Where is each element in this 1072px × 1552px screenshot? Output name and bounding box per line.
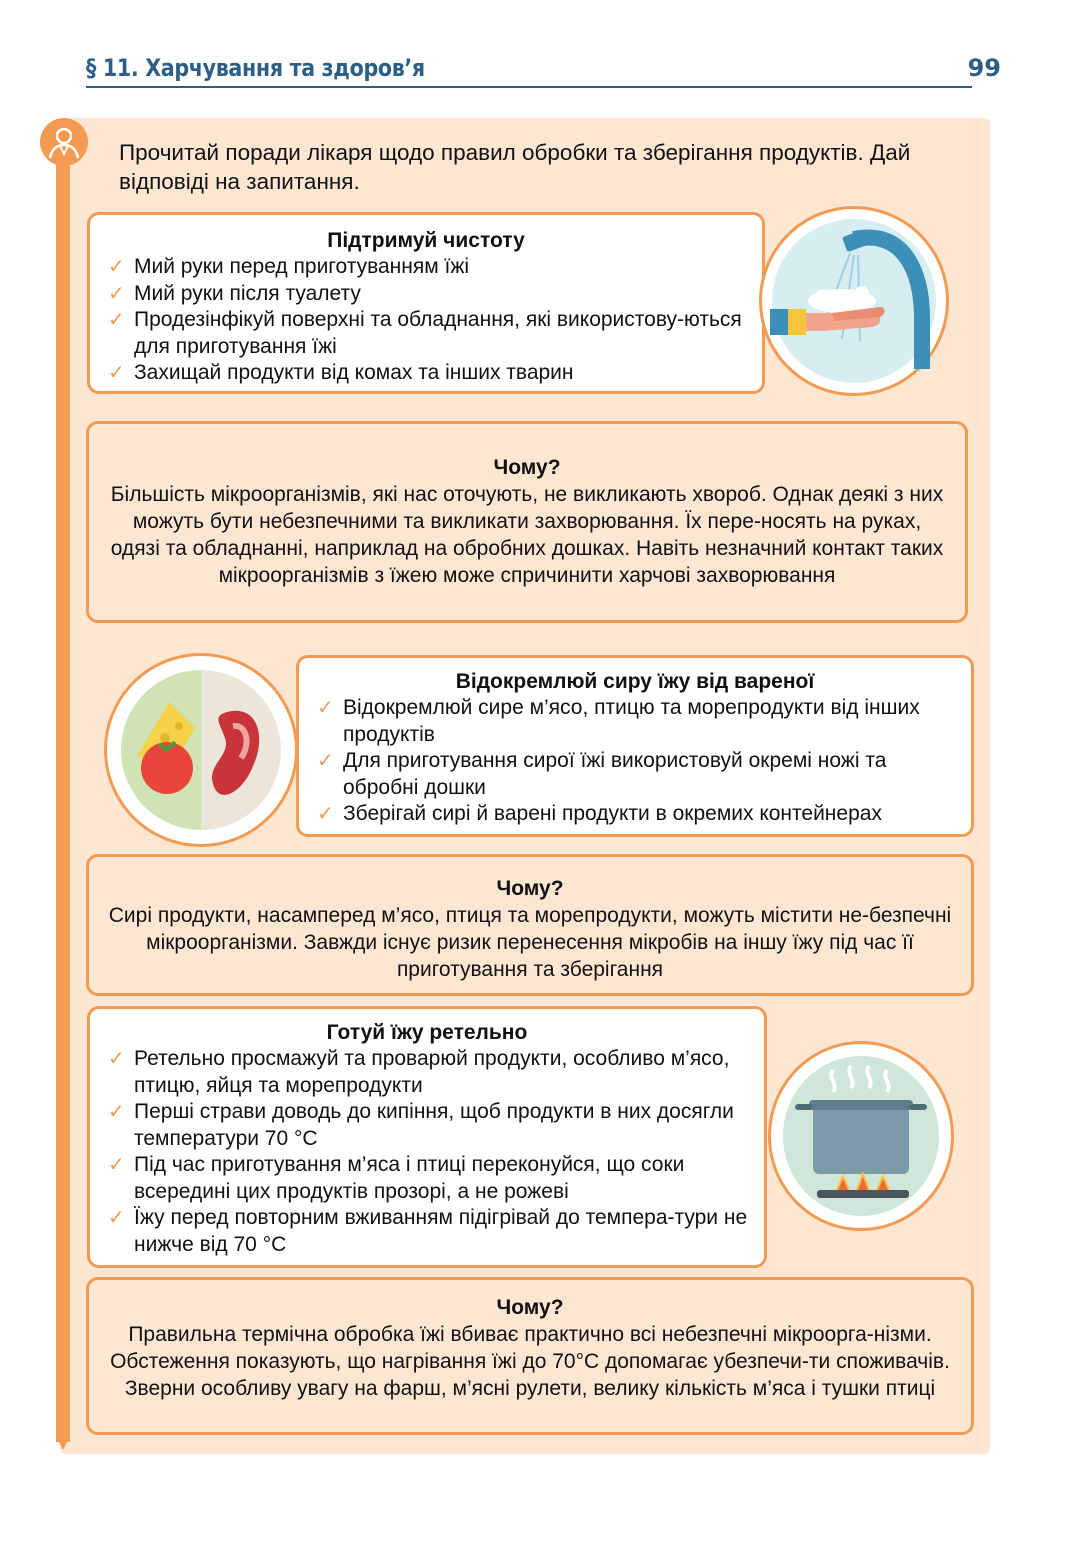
tip-list [313,695,957,828]
list-item: ✓ Захищай продукти від комах та інших тварин [104,360,748,387]
checkmark-icon: ✓ [108,362,125,384]
intro-text: Прочитай поради лікаря щодо правил обробки та зберігання продуктів. Дай відповіді на запитання. [119,140,911,194]
side-progress-bar [56,160,70,1442]
why-title: Чому? [496,1296,564,1319]
list-item: ✓ Продезінфікуй поверхні та обладнання, які використову-ються для приготування їжі [108,308,742,358]
tip-box-cleanliness [87,212,765,394]
list-item: ✓ Перші страви доводь до кипіння, щоб продукти в них досягли температури 70 °С [108,1100,734,1150]
tip-box-cook [87,1006,767,1268]
tip-title: Готуй їжу ретельно [326,1021,528,1044]
list-item: ✓ Їжу перед повторним вживанням підігрівай до темпера-тури не нижче від 70 °С [108,1206,748,1256]
why-title: Чому? [493,456,561,479]
why-title: Чому? [496,877,564,900]
page-number: 99 [967,54,1001,82]
checkmark-icon: ✓ [108,1207,125,1229]
section-title: § 11. Харчування та здоров’я [86,54,425,82]
why-box-cook [86,1277,974,1435]
tip-list [104,1046,750,1258]
separate-food-illustration [104,653,298,847]
checkmark-icon: ✓ [317,750,334,772]
tip-list [104,254,748,387]
page-header [86,54,1001,88]
tip-title: Відокремлюй сиру їжу від вареної [455,670,815,693]
why-text: Більшість мікроорганізмів, які нас оточують, не викликають хвороб. Однак деякі з них можуть бути небезпечними та викликати захворювання. Їх пере-носять на руках, одязі та обладнанні, наприклад на обробних дошках. Навіть незначний контакт таких мікроорганізмів з їжею може спричинити харчові захворювання [110,483,944,587]
why-box-cleanliness [86,421,968,623]
list-item: ✓ Зберігай сирі й варені продукти в окремих контейнерах [313,801,957,828]
checkmark-icon: ✓ [108,309,125,331]
list-item: ✓ Мий руки перед приготуванням їжі [104,254,748,281]
checkmark-icon: ✓ [317,803,334,825]
side-arrow-icon [56,1436,70,1450]
why-text: Сирі продукти, насамперед м’ясо, птиця та морепродукти, можуть містити не-безпечні мікроорганізми. Завжди існує ризик перенесення мікробів на іншу їжу під час її приготування та зберігання [108,904,952,981]
doctor-icon [40,118,88,166]
checkmark-icon: ✓ [108,1154,125,1176]
handwashing-illustration [759,206,949,396]
tip-title: Підтримуй чистоту [327,229,525,252]
why-box-separate [86,854,974,996]
list-item: ✓ Для приготування сирої їжі використовуй окремі ножі та обробні дошки [317,749,887,799]
checkmark-icon: ✓ [108,282,125,305]
checkmark-icon: ✓ [108,1048,125,1070]
list-item: ✓ Відокремлюй сире м’ясо, птицю та морепродукти від інших продуктів [317,696,920,746]
cooking-pot-illustration [768,1041,954,1231]
list-item: ✓ Ретельно просмажуй та проварюй продукти, особливо м’ясо, птицю, яйця та морепродукти [108,1047,730,1097]
checkmark-icon: ✓ [317,697,334,719]
list-item: ✓ Під час приготування м’яса і птиці переконуйся, що соки всередині цих продуктів прозорі, а не рожеві [108,1153,685,1203]
checkmark-icon: ✓ [108,256,125,278]
why-text: Правильна термічна обробка їжі вбиває практично всі небезпечні мікроорга-нізми. Обстеження показують, що нагрівання їжі до 70°С допомагає убезпечи-ти споживачів. Зверни особливу увагу на фарш, м’ясні рулети, велику кількість м’яса і тушки птиці [110,1323,950,1400]
checkmark-icon: ✓ [108,1101,125,1123]
list-item: ✓ Мий руки після туалету [104,281,748,308]
tip-box-separate [296,655,974,837]
header-divider [86,86,972,88]
